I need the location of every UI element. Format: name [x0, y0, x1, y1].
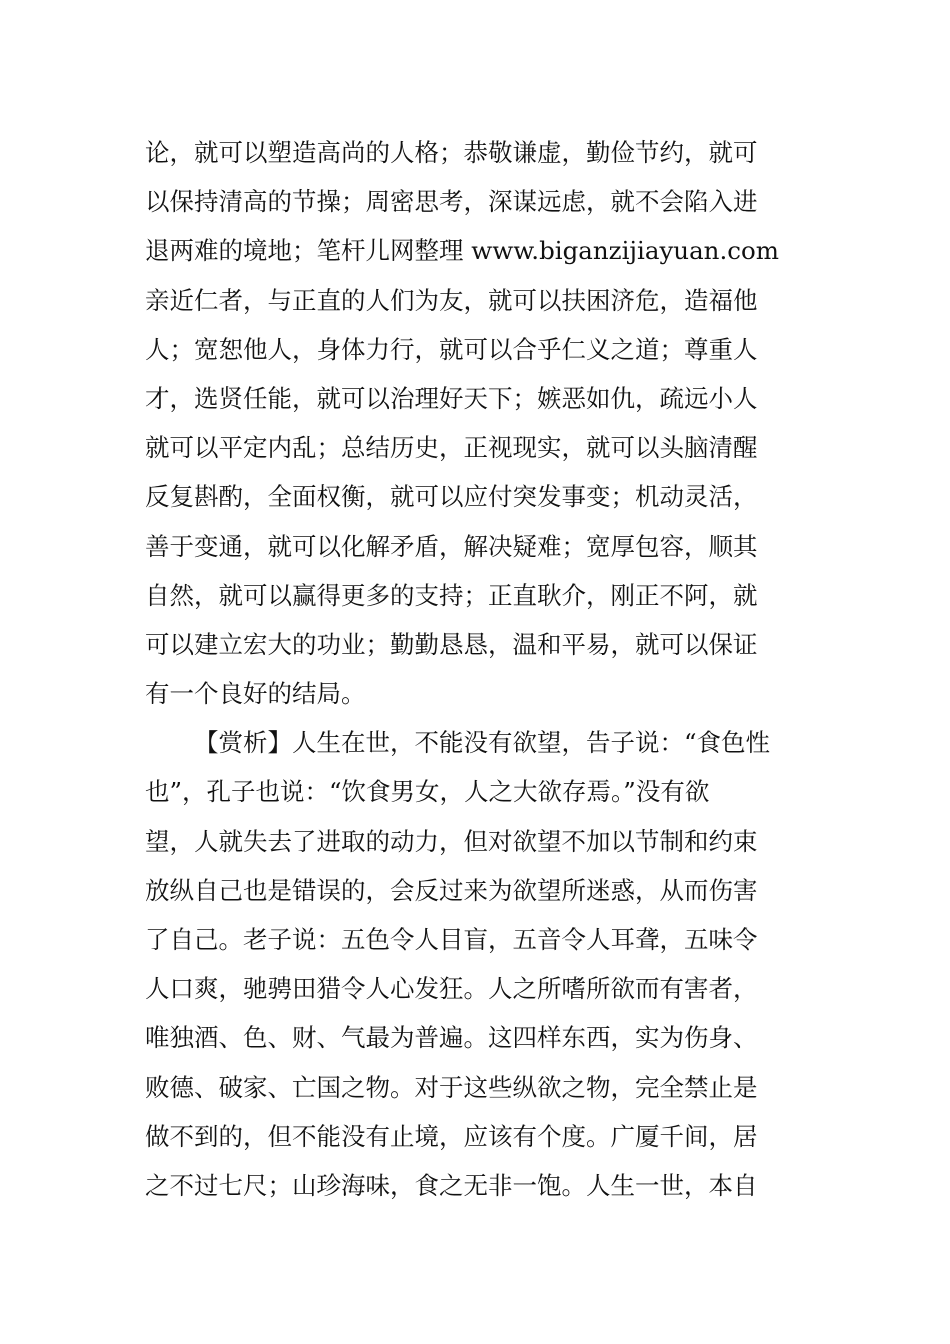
text-line: 唯独酒、色、财、气最为普遍。这四样东西，实为伤身、 [145, 1023, 758, 1053]
text-line: 善于变通，就可以化解矛盾，解决疑难；宽厚包容，顺其 [145, 531, 758, 561]
text-line: 了自己。老子说：五色令人目盲，五音令人耳聋，五味令 [145, 925, 758, 954]
text-line: 放纵自己也是错误的，会反过来为欲望所迷惑，从而伤害 [145, 875, 758, 905]
text-line: 自然，就可以赢得更多的支持；正直耿介，刚正不阿，就 [145, 580, 758, 610]
text-line: 之不过七尺；山珍海味，食之无非一饱。人生一世，本自 [145, 1170, 758, 1200]
text-line: 可以建立宏大的功业；勤勤恳恳，温和平易，就可以保证 [145, 629, 758, 659]
text-line: 论，就可以塑造高尚的人格；恭敬谦虚，勤俭节约，就可 [145, 138, 758, 167]
text-line: 亲近仁者，与正直的人们为友，就可以扶困济危，造福他 [145, 285, 758, 315]
text-line: 做不到的，但不能没有止境，应该有个度。广厦千间，居 [145, 1121, 758, 1151]
text-line: 有一个良好的结局。 [145, 679, 366, 709]
text-line: 败德、破家、亡国之物。对于这些纵欲之物，完全禁止是 [145, 1072, 758, 1102]
text-line: 望，人就失去了进取的动力，但对欲望不加以节制和约束 [145, 826, 758, 856]
text-line: 人口爽，驰骋田猎令人心发狂。人之所嗜所欲而有害者， [145, 974, 758, 1004]
text-line: 才，选贤任能，就可以治理好天下；嫉恶如仇，疏远小人 [145, 383, 758, 413]
body-text [145, 128, 825, 1210]
text-line: 也”，孔子也说：“饮食男女，人之大欲存焉。”没有欲 [145, 777, 710, 807]
text-line: 就可以平定内乱；总结历史，正视现实，就可以头脑清醒 [145, 433, 758, 463]
text-line: 反复斟酌，全面权衡，就可以应付突发事变；机动灵活， [145, 482, 758, 512]
text-line: 人；宽恕他人，身体力行，就可以合乎仁义之道；尊重人 [145, 334, 758, 364]
paragraph-start-line: 【赏析】人生在世，不能没有欲望，告子说：“食色性 [194, 728, 771, 758]
text-line: 以保持清高的节操；周密思考，深谋远虑，就不会陷入进 [145, 187, 758, 217]
text-line: 退两难的境地；笔杆儿网整理 www.biganzijiayuan.com [145, 236, 779, 266]
